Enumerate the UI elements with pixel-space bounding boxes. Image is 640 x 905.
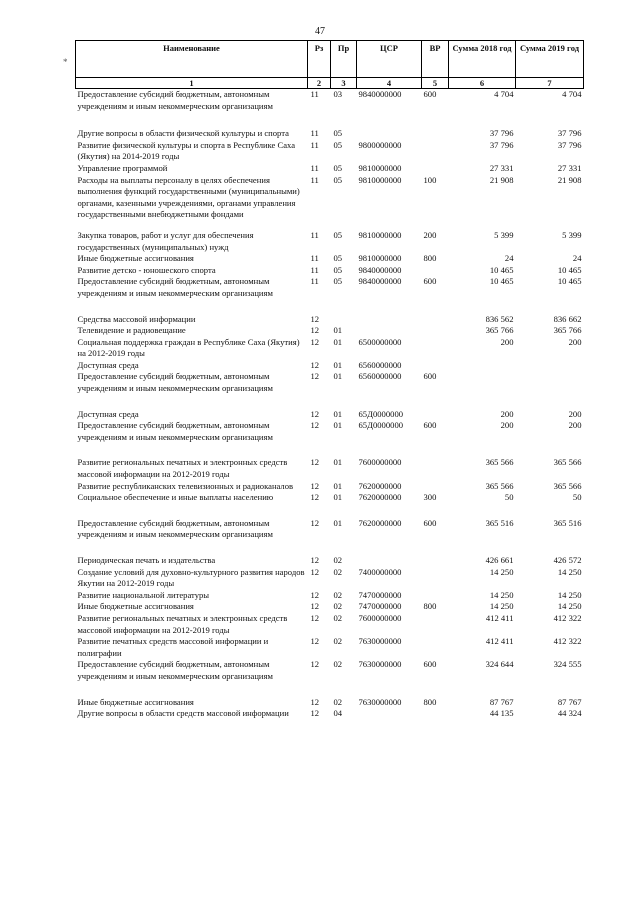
row-sum-2019: 37 796 <box>557 128 582 139</box>
table-row <box>76 265 584 277</box>
row-name: Развитие детско - юношеского спорта <box>77 264 216 275</box>
row-pr: 01 <box>333 420 343 431</box>
row-pr: 05 <box>333 174 343 185</box>
row-sum-2018: 4 704 <box>494 89 514 99</box>
table-row <box>76 697 584 709</box>
header-num-6: 6 <box>449 78 516 89</box>
row-sum-2018: 412 411 <box>485 612 514 623</box>
row-name: Развитие печатных средств массовой информации и полиграфии <box>77 636 269 658</box>
table-row <box>76 492 584 518</box>
row-sum-2018 <box>449 360 516 372</box>
row-csr: 7600000000 <box>358 457 402 468</box>
header-vr: ВР <box>422 41 449 78</box>
row-pr: 05 <box>333 264 343 275</box>
row-vr <box>422 567 449 590</box>
row-name: Социальное обеспечение и иные выплаты населению <box>77 492 274 503</box>
row-vr <box>422 140 449 163</box>
row-vr: 800 <box>423 253 437 264</box>
budget-table <box>75 40 584 720</box>
header-num-2: 2 <box>308 78 331 89</box>
row-csr: 9810000000 <box>358 174 402 185</box>
row-name: Другие вопросы в области физической культуры и спорта <box>77 128 289 139</box>
row-vr: 800 <box>423 601 437 612</box>
header-num-1: 1 <box>76 78 308 89</box>
table-row <box>76 89 584 129</box>
table-row <box>76 230 584 253</box>
row-rz: 11 <box>310 139 319 150</box>
row-name: Развитие физической культуры и спорта в Республике Саха (Якутия) на 2014-2019 годы <box>77 139 296 162</box>
row-sum-2018: 365 516 <box>485 517 514 528</box>
row-pr: 02 <box>333 636 343 647</box>
row-pr: 05 <box>333 253 343 264</box>
table-row <box>76 314 584 326</box>
row-sum-2019: 37 796 <box>557 139 582 150</box>
row-rz: 12 <box>310 636 320 647</box>
row-sum-2019: 365 766 <box>553 325 582 336</box>
row-name: Предоставление субсидий бюджетным, автономным учреждениям и иным некоммерческим организациям <box>77 517 273 540</box>
table-row <box>76 175 584 230</box>
row-sum-2018: 5 399 <box>494 229 514 240</box>
row-csr: 6560000000 <box>358 371 402 382</box>
table-row <box>76 601 584 613</box>
row-pr: 01 <box>333 492 343 503</box>
row-rz: 11 <box>310 253 319 264</box>
table-body <box>76 89 584 720</box>
row-name: Развитие региональных печатных и электронных средств массовой информации на 2012-2019 годы <box>77 457 288 480</box>
row-vr: 600 <box>423 89 437 99</box>
row-rz: 12 <box>310 408 320 419</box>
row-pr: 03 <box>333 89 343 99</box>
row-csr: 9810000000 <box>358 229 402 240</box>
row-pr: 02 <box>333 555 343 565</box>
row-sum-2019: 200 <box>568 420 582 431</box>
row-rz: 12 <box>310 359 320 370</box>
row-name: Предоставление субсидий бюджетным, автономным учреждениям и иным некоммерческим организациям <box>77 659 273 681</box>
row-sum-2019: 24 <box>572 253 582 264</box>
row-csr: 9840000000 <box>358 276 402 287</box>
row-csr: 6500000000 <box>358 336 402 347</box>
row-vr: 600 <box>423 517 437 528</box>
row-pr: 01 <box>333 371 343 382</box>
row-csr <box>357 128 422 140</box>
row-pr: 02 <box>333 566 343 577</box>
row-pr: 05 <box>333 229 343 240</box>
row-sum-2018 <box>449 371 516 408</box>
header-num-5: 5 <box>422 78 449 89</box>
row-sum-2018: 412 411 <box>485 636 514 647</box>
row-sum-2018: 14 250 <box>489 589 514 600</box>
row-csr: 9810000000 <box>358 162 402 173</box>
row-sum-2019: 200 <box>568 336 582 347</box>
row-vr: 300 <box>423 492 437 503</box>
row-name: Иные бюджетные ассигнования <box>77 601 194 612</box>
row-sum-2019: 836 662 <box>553 313 582 324</box>
row-sum-2018: 14 250 <box>489 601 514 612</box>
row-name: Развитие национальной литературы <box>77 589 210 600</box>
row-pr: 01 <box>333 359 343 370</box>
row-sum-2018: 37 796 <box>489 128 514 139</box>
header-num-7: 7 <box>516 78 584 89</box>
row-sum-2018: 10 465 <box>489 264 514 275</box>
row-rz: 12 <box>310 480 320 491</box>
row-sum-2018: 836 562 <box>485 313 514 324</box>
row-vr <box>422 555 449 567</box>
header-sum-2018: Сумма 2018 год <box>449 41 516 78</box>
header-num-3: 3 <box>331 78 357 89</box>
table-row <box>76 659 584 696</box>
row-vr <box>422 457 449 480</box>
row-csr: 7630000000 <box>358 636 402 647</box>
row-sum-2018: 365 566 <box>485 457 514 468</box>
row-sum-2019: 324 555 <box>553 659 582 670</box>
row-vr <box>422 325 449 337</box>
table-row <box>76 276 584 313</box>
row-csr: 7620000000 <box>358 492 402 503</box>
row-csr <box>357 314 422 326</box>
row-sum-2018: 10 465 <box>489 276 514 287</box>
row-csr: 9840000000 <box>358 89 402 99</box>
row-sum-2018: 21 908 <box>489 174 514 185</box>
row-name: Создание условий для духовно-культурного развития народов Якутии на 2012-2019 годы <box>77 566 305 589</box>
row-rz: 12 <box>310 555 320 565</box>
row-name: Доступная среда <box>77 359 139 370</box>
row-name: Предоставление субсидий бюджетным, автономным учреждениям и иным некоммерческим организациям <box>77 420 273 442</box>
row-pr: 01 <box>333 517 343 528</box>
row-vr <box>422 590 449 602</box>
margin-mark: * <box>63 57 68 67</box>
row-sum-2019: 365 516 <box>553 517 582 528</box>
budget-table-container <box>75 40 584 720</box>
table-row <box>76 140 584 163</box>
row-sum-2018: 87 767 <box>489 696 514 707</box>
row-sum-2019: 14 250 <box>557 601 582 612</box>
row-sum-2018: 27 331 <box>489 162 514 173</box>
row-pr: 05 <box>333 139 343 150</box>
row-vr: 600 <box>423 420 437 431</box>
row-csr <box>357 555 422 567</box>
row-sum-2018: 44 135 <box>489 708 514 719</box>
row-pr: 01 <box>333 325 343 336</box>
row-sum-2019: 412 322 <box>553 612 582 623</box>
row-rz: 12 <box>310 492 320 503</box>
row-vr <box>422 337 449 360</box>
row-vr <box>422 708 449 720</box>
row-sum-2018: 200 <box>500 336 514 347</box>
row-pr: 02 <box>333 612 343 623</box>
table-row <box>76 360 584 372</box>
table-row <box>76 518 584 555</box>
row-rz: 12 <box>310 371 320 382</box>
row-rz: 12 <box>310 420 320 431</box>
row-vr <box>422 314 449 326</box>
row-csr <box>357 708 422 720</box>
table-row <box>76 708 584 720</box>
row-sum-2019: 27 331 <box>557 162 582 173</box>
row-sum-2019: 87 767 <box>557 696 582 707</box>
row-vr <box>422 409 449 421</box>
row-sum-2018: 324 644 <box>485 659 514 670</box>
row-sum-2019: 412 322 <box>553 636 582 647</box>
row-rz: 12 <box>310 708 320 719</box>
row-vr <box>422 265 449 277</box>
row-sum-2019: 5 399 <box>562 229 582 240</box>
table-row <box>76 409 584 421</box>
row-sum-2019: 10 465 <box>557 264 582 275</box>
header-rz: Рз <box>308 41 331 78</box>
row-csr: 7470000000 <box>358 589 402 600</box>
row-rz: 12 <box>310 517 320 528</box>
row-vr <box>422 481 449 493</box>
table-row <box>76 163 584 175</box>
row-pr <box>331 314 357 326</box>
row-sum-2018: 50 <box>504 492 514 503</box>
row-pr: 04 <box>333 708 343 719</box>
row-vr <box>422 360 449 372</box>
row-rz: 12 <box>310 589 320 600</box>
row-sum-2019: 44 324 <box>557 708 582 719</box>
table-row <box>76 567 584 590</box>
row-sum-2018: 37 796 <box>489 139 514 150</box>
table-header <box>76 41 584 89</box>
row-csr: 65Д0000000 <box>358 408 404 419</box>
row-rz: 12 <box>310 566 320 577</box>
row-pr: 05 <box>333 162 343 173</box>
row-csr <box>357 325 422 337</box>
table-row <box>76 481 584 493</box>
row-pr: 02 <box>333 589 343 600</box>
row-rz: 12 <box>310 336 320 347</box>
row-sum-2018: 426 661 <box>485 555 514 565</box>
row-name: Социальная поддержка граждан в Республике Саха (Якутия) на 2012-2019 годы <box>77 336 300 359</box>
row-pr: 02 <box>333 696 343 707</box>
row-rz: 11 <box>310 174 319 185</box>
row-sum-2019: 50 <box>572 492 582 503</box>
row-sum-2019: 365 566 <box>553 480 582 491</box>
row-pr: 01 <box>333 480 343 491</box>
row-rz: 11 <box>310 162 319 173</box>
row-name: Телевидение и радиовещание <box>77 325 186 336</box>
row-pr: 01 <box>333 457 343 468</box>
row-csr: 7620000000 <box>358 480 402 491</box>
row-name: Расходы на выплаты персоналу в целях обеспечения выполнения функций государственными (муниципальными) органами, казенными учреждениями, органами управления государственными внебюджетными фондами <box>77 174 300 220</box>
row-rz: 12 <box>310 696 320 707</box>
table-row <box>76 253 584 265</box>
table-row <box>76 128 584 140</box>
row-sum-2019: 426 572 <box>553 555 582 565</box>
row-name: Предоставление субсидий бюджетным, автономным учреждениям и иным некоммерческим организациям <box>77 371 273 394</box>
row-rz: 12 <box>310 601 320 612</box>
table-row <box>76 636 584 659</box>
row-rz: 12 <box>310 612 320 623</box>
row-name: Развитие региональных печатных и электронных средств массовой информации на 2012-2019 годы <box>77 612 288 635</box>
row-sum-2019: 4 704 <box>562 89 582 99</box>
table-row <box>76 420 584 457</box>
row-csr: 7630000000 <box>358 696 402 707</box>
row-vr <box>422 613 449 636</box>
row-pr: 01 <box>333 336 343 347</box>
row-name: Периодическая печать и издательства <box>77 555 216 565</box>
header-num-4: 4 <box>357 78 422 89</box>
table-row <box>76 337 584 360</box>
row-rz: 12 <box>310 325 320 336</box>
row-name: Развитие республиканских телевизионных и радиоканалов <box>77 480 294 491</box>
row-vr <box>422 128 449 140</box>
header-name: Наименование <box>76 41 308 78</box>
table-row <box>76 371 584 408</box>
row-rz: 11 <box>310 276 319 287</box>
row-csr: 7620000000 <box>358 517 402 528</box>
row-sum-2019: 365 566 <box>553 457 582 468</box>
row-sum-2018: 200 <box>500 420 514 431</box>
row-sum-2018: 24 <box>504 253 514 264</box>
row-sum-2019 <box>516 371 584 408</box>
row-sum-2018: 365 566 <box>485 480 514 491</box>
row-vr: 100 <box>423 174 437 185</box>
row-name: Другие вопросы в области средств массовой информации <box>77 708 289 719</box>
row-sum-2018: 365 766 <box>485 325 514 336</box>
table-row <box>76 555 584 567</box>
row-sum-2018: 14 250 <box>489 566 514 577</box>
page-number: 47 <box>315 26 325 37</box>
row-vr: 800 <box>423 696 437 707</box>
row-name: Предоставление субсидий бюджетным, автономным учреждениям и иным некоммерческим организациям <box>77 276 273 298</box>
row-csr: 7400000000 <box>358 566 402 577</box>
row-vr <box>422 163 449 175</box>
row-vr <box>422 636 449 659</box>
row-sum-2018: 200 <box>500 408 514 419</box>
row-name: Управление программой <box>77 162 168 173</box>
row-csr: 7600000000 <box>358 612 402 623</box>
row-name: Доступная среда <box>77 408 139 419</box>
row-rz: 12 <box>310 457 320 468</box>
row-vr: 600 <box>423 371 437 382</box>
row-rz: 11 <box>310 128 319 139</box>
row-vr: 600 <box>423 276 437 287</box>
row-rz: 11 <box>310 229 319 240</box>
header-pr: Пр <box>331 41 357 78</box>
table-row <box>76 590 584 602</box>
row-pr: 01 <box>333 408 343 419</box>
row-pr: 02 <box>333 601 343 612</box>
row-sum-2019: 14 250 <box>557 566 582 577</box>
row-rz: 11 <box>310 264 319 275</box>
row-csr: 7470000000 <box>358 601 402 612</box>
header-csr: ЦСР <box>357 41 422 78</box>
row-pr: 05 <box>333 276 343 287</box>
row-sum-2019 <box>516 360 584 372</box>
row-sum-2019: 10 465 <box>557 276 582 287</box>
row-vr: 200 <box>423 229 437 240</box>
row-name: Закупка товаров, работ и услуг для обеспечения государственных (муниципальных) нужд <box>77 229 254 252</box>
row-name: Средства массовой информации <box>77 313 196 324</box>
row-name: Предоставление субсидий бюджетным, автономным учреждениям и иным некоммерческим организациям <box>77 89 273 111</box>
row-csr: 7630000000 <box>358 659 402 670</box>
row-sum-2019: 14 250 <box>557 589 582 600</box>
header-sum-2019: Сумма 2019 год <box>516 41 584 78</box>
row-pr: 02 <box>333 659 343 670</box>
table-row <box>76 613 584 636</box>
row-sum-2019: 200 <box>568 408 582 419</box>
row-rz: 12 <box>310 659 320 670</box>
table-row <box>76 457 584 480</box>
row-csr: 9840000000 <box>358 264 402 275</box>
row-csr: 9800000000 <box>358 139 402 150</box>
row-csr: 6560000000 <box>358 359 402 370</box>
row-csr: 9810000000 <box>358 253 402 264</box>
row-rz: 11 <box>310 89 319 99</box>
row-rz: 12 <box>310 313 320 324</box>
row-pr: 05 <box>333 128 343 139</box>
row-vr: 600 <box>423 659 437 670</box>
row-sum-2019: 21 908 <box>557 174 582 185</box>
row-csr: 65Д0000000 <box>358 420 404 431</box>
row-name: Иные бюджетные ассигнования <box>77 253 194 264</box>
table-row <box>76 325 584 337</box>
row-name: Иные бюджетные ассигнования <box>77 696 194 707</box>
